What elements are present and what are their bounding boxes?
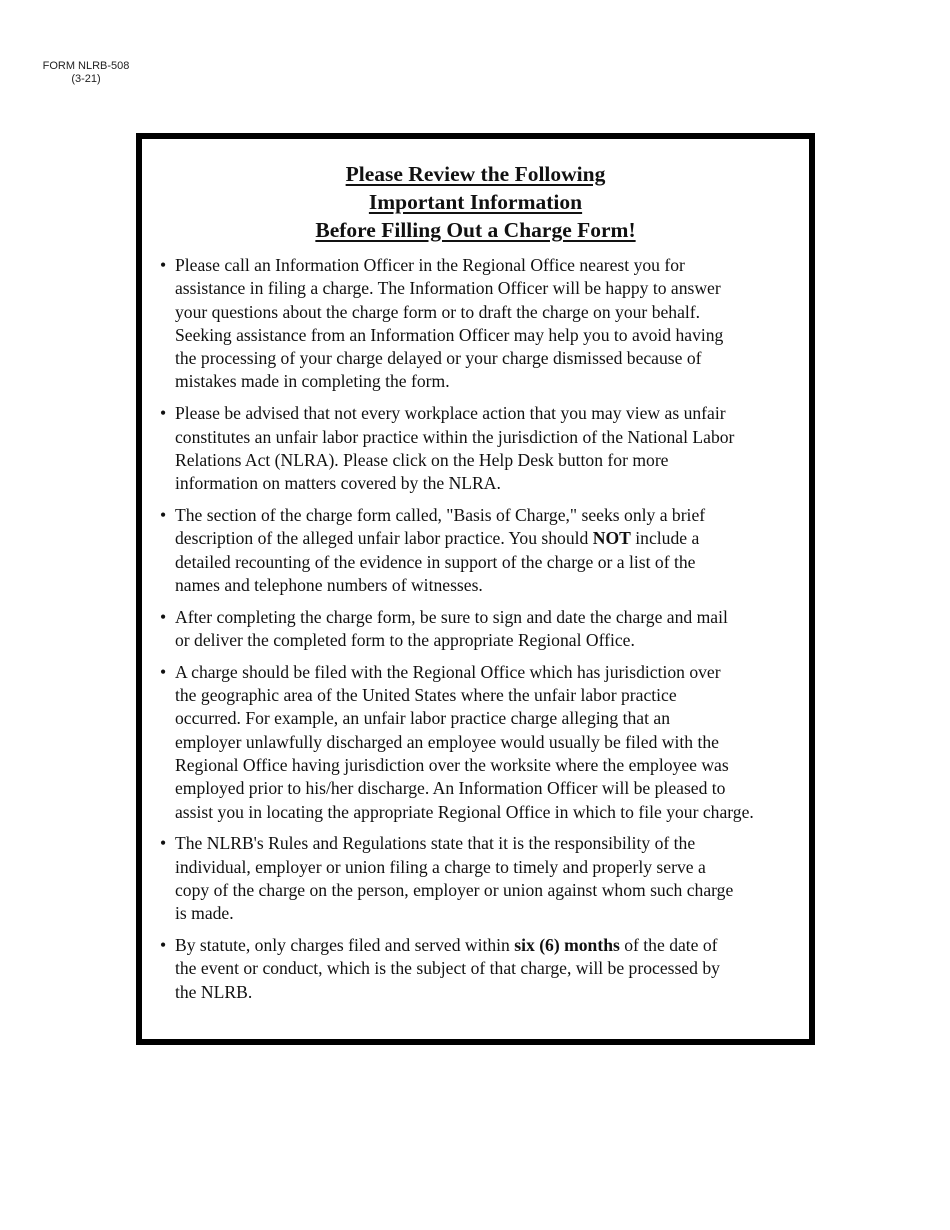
item-line: employed prior to his/her discharge. An Information Officer will be pleased to [175,778,726,799]
information-list [142,254,809,1004]
item-line: individual, employer or union filing a charge to timely and properly serve a [175,856,706,877]
item-line: Seeking assistance from an Information Officer may help you to avoid having [175,324,724,345]
item-text: include a [630,528,700,549]
item-text: By statute, only charges filed and served within [175,935,515,956]
item-line: occurred. For example, an unfair labor practice charge alleging that an [175,708,671,729]
item-line: the event or conduct, which is the subject of that charge, will be processed by [175,958,720,979]
form-number: FORM NLRB-508 [42,60,130,72]
item-line: Relations Act (NLRA). Please click on the Help Desk button for more [175,449,669,470]
item-line: assistance in filing a charge. The Information Officer will be happy to answer [175,278,721,299]
item-text: description of the alleged unfair labor practice. You should [175,528,593,549]
item-line: assist you in locating the appropriate Regional Office in which to file your charge. [175,801,754,822]
bullet-icon: • [160,255,167,275]
item-line: copy of the charge on the person, employer or union against whom such charge [175,879,734,900]
item-line: Regional Office having jurisdiction over the worksite where the employee was [175,754,729,775]
item-line: the NLRB. [175,981,253,1002]
item-line: After completing the charge form, be sure to sign and date the charge and mail [175,606,728,627]
item-line: Please call an Information Officer in the Regional Office nearest you for [175,255,685,275]
bullet-icon: • [160,661,167,682]
item-line: or deliver the completed form to the appropriate Regional Office. [175,629,635,650]
heading-line-3: Before Filling Out a Charge Form! [315,218,636,242]
important-information-box [136,133,815,1045]
item-line: detailed recounting of the evidence in support of the charge or a list of the [175,551,696,572]
list-item-regional-jurisdiction [160,661,809,824]
heading-line-1: Please Review the Following [345,162,606,186]
item-line: the processing of your charge delayed or your charge dismissed because of [175,348,702,369]
item-line: mistakes made in completing the form. [175,371,450,392]
item-line: Please be advised that not every workplace action that you may view as unfair [175,403,726,424]
form-identifier [38,60,134,86]
item-line [175,934,809,957]
item-line: employer unlawfully discharged an employee would usually be filed with the [175,731,719,752]
item-line: is made. [175,903,234,924]
bullet-icon: • [160,935,167,956]
item-line: A charge should be filed with the Regional Office which has jurisdiction over [175,661,721,682]
list-item-six-month-statute [160,934,809,1004]
list-item-unfair-practice-advice [160,402,809,495]
emphasis-not: NOT [592,528,631,549]
item-line: constitutes an unfair labor practice within the jurisdiction of the National Labor [175,426,735,447]
item-line: your questions about the charge form or to draft the charge on your behalf. [175,301,701,322]
heading-line-2: Important Information [368,190,583,214]
emphasis-six-months: six (6) months [514,935,620,956]
list-item-service-responsibility [160,832,809,925]
list-item-basis-of-charge [160,504,809,597]
item-line: The section of the charge form called, "Basis of Charge," seeks only a brief [175,504,706,525]
notice-heading [142,160,809,244]
item-line [175,527,809,550]
item-line: The NLRB's Rules and Regulations state that it is the responsibility of the [175,833,696,854]
bullet-icon: • [160,504,167,525]
item-line: information on matters covered by the NLRA. [175,473,501,494]
item-line: names and telephone numbers of witnesses. [175,574,483,595]
bullet-icon: • [160,403,167,424]
list-item-sign-and-mail [160,606,809,653]
bullet-icon: • [160,606,167,627]
item-text: of the date of [619,935,718,956]
bullet-icon: • [160,833,167,854]
item-line: the geographic area of the United States where the unfair labor practice [175,685,677,706]
form-revision: (3-21) [71,73,101,85]
list-item-information-officer [160,254,809,394]
